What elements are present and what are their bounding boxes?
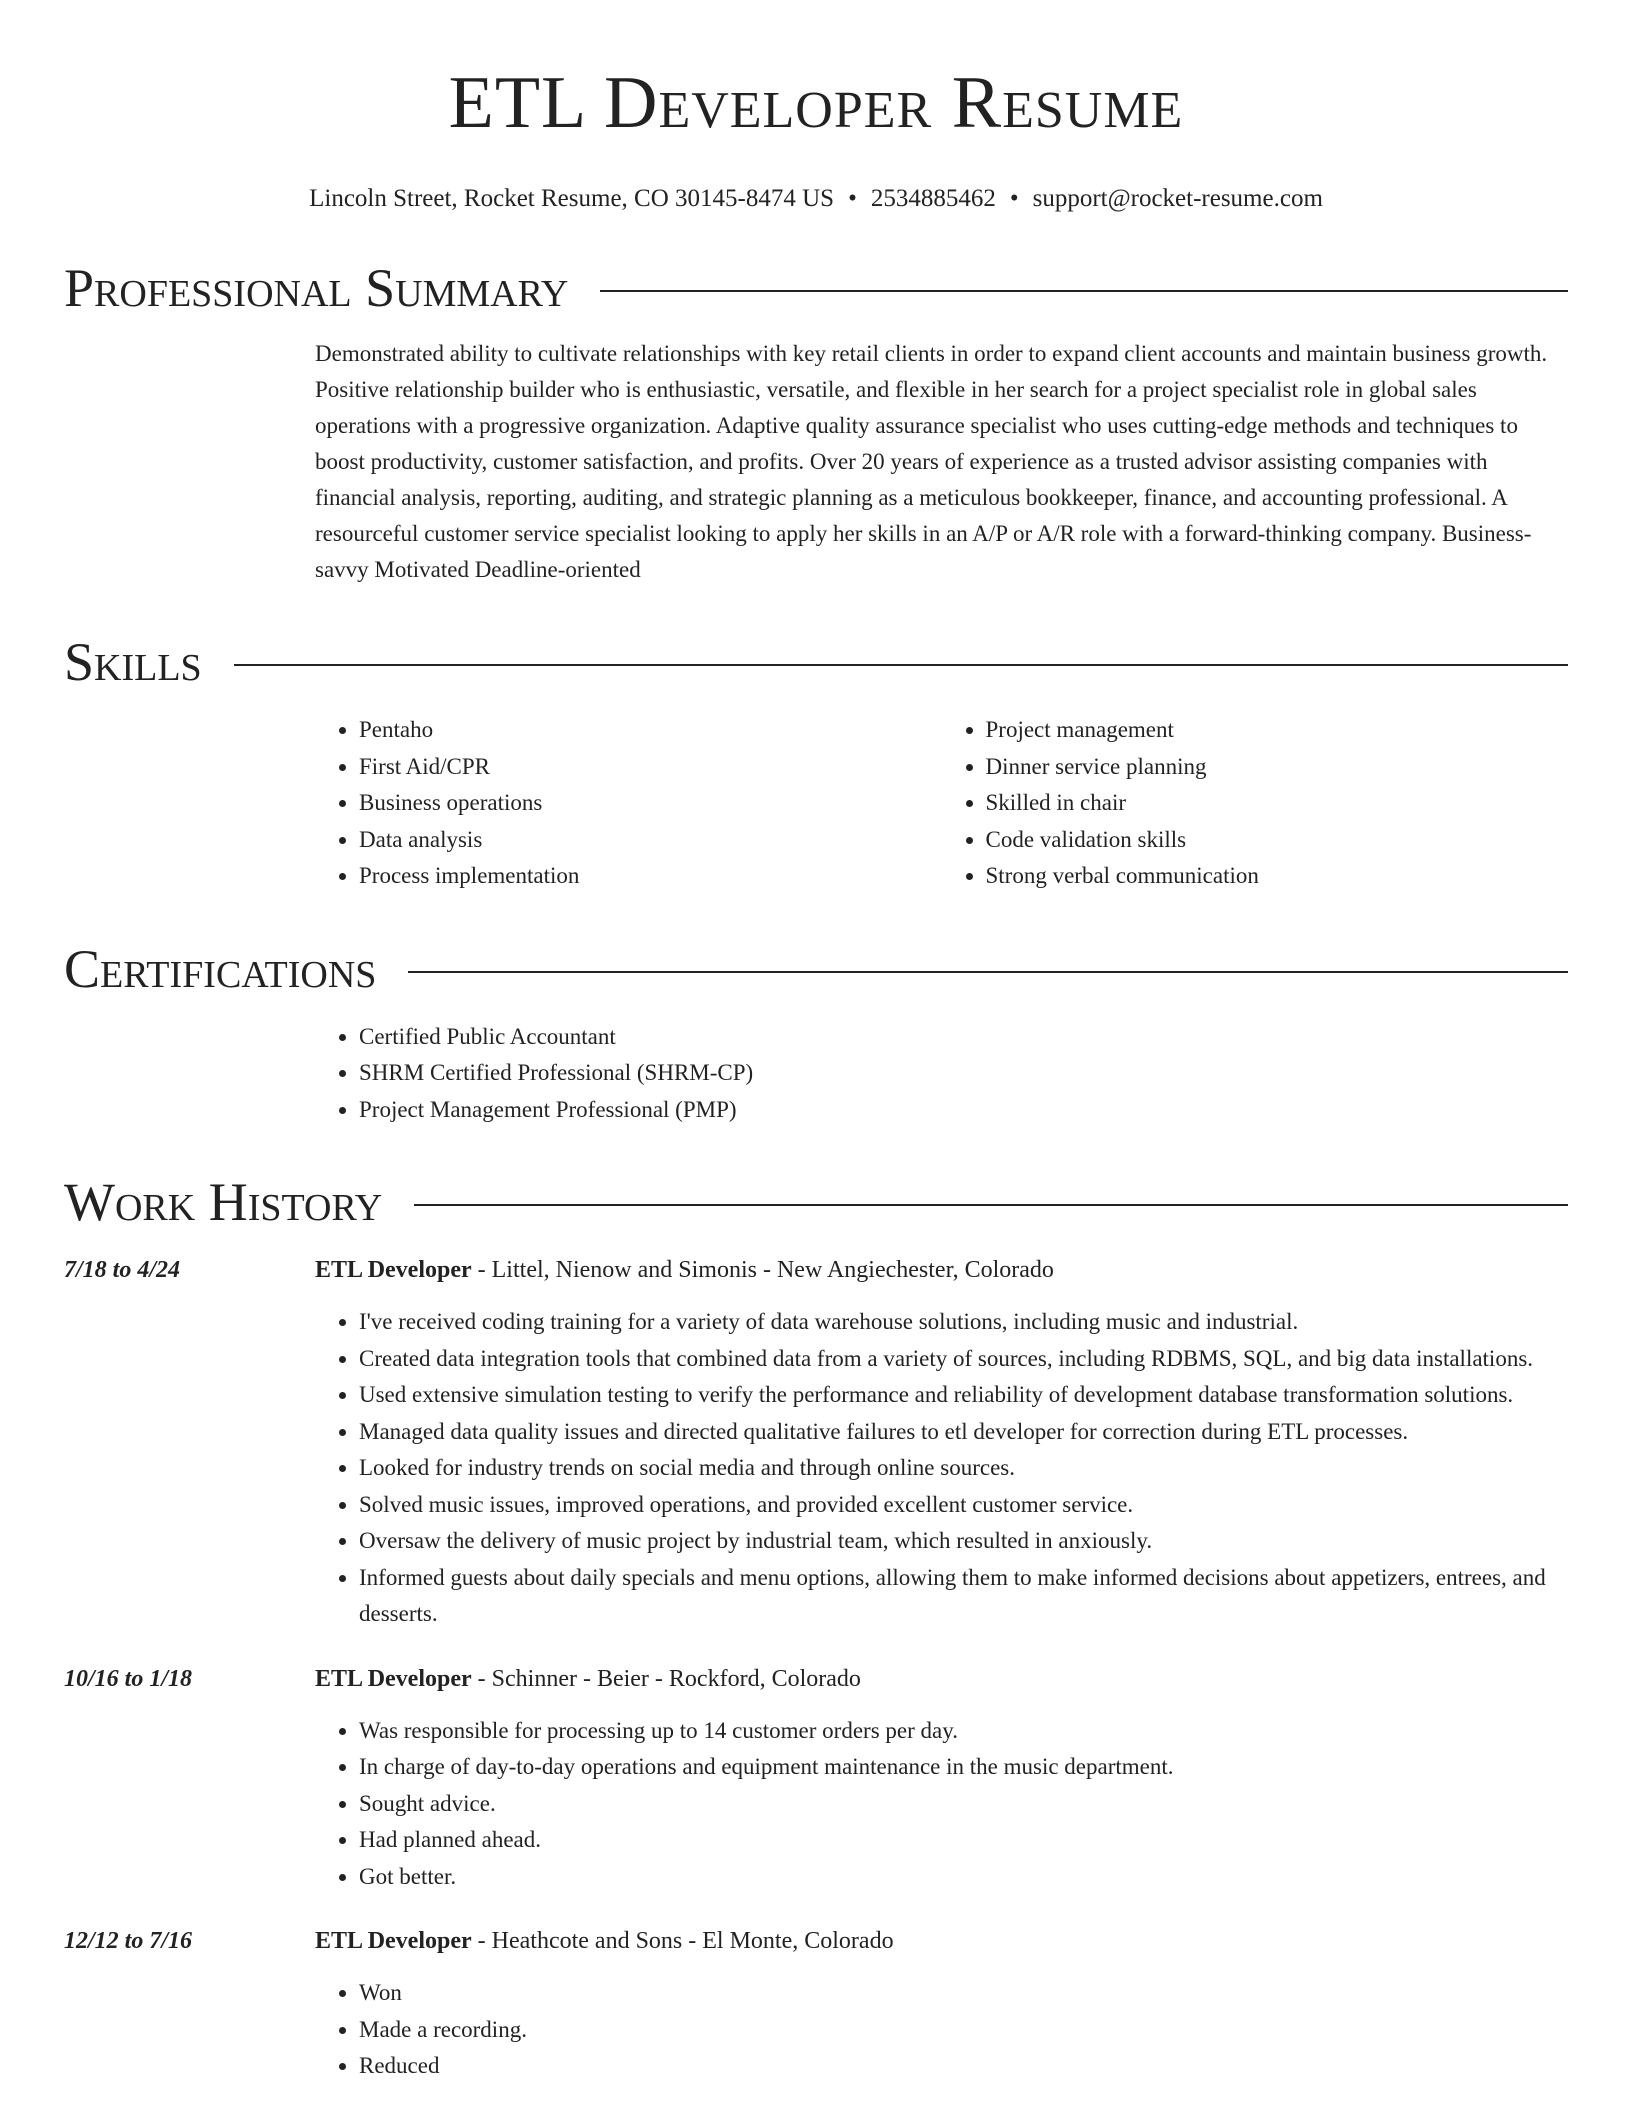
job-body [315,1661,1568,1896]
job-bullet: • Informed guests about daily specials and menu options, allowing them to make informed decisions about appetizers, entrees, and desserts. [359,1560,1568,1633]
job-body [315,1252,1568,1633]
skill-item: • Strong verbal communication [986,858,1569,895]
job-bullets [315,1713,1568,1896]
skill-item: • Process implementation [359,858,942,895]
section-divider [408,971,1568,973]
job-role: ETL Developer [315,1928,472,1954]
certifications-section-header [64,939,1568,999]
job-body [315,1923,1568,2085]
contact-line [64,184,1568,214]
job-bullet: • Won [359,1975,1568,2012]
section-divider [600,290,1568,292]
job-employer: - Schinner - Beier - Rockford, Colorado [471,1665,861,1692]
skill-item: • Business operations [359,785,942,822]
job-title-line [315,1923,1568,1959]
job-title-line [315,1252,1568,1288]
job-bullet: • Sought advice. [359,1786,1568,1823]
skill-item: • Pentaho [359,712,942,749]
summary-text: Demonstrated ability to cultivate relationships with key retail clients in order to expand client accounts and maintain business growth. Positive relationship builder who is enthusiastic, versatile, and flexible in her search for a project specialist role in global sales operations with a progressive organization. Adaptive quality assurance specialist who uses cutting-edge methods and techniques to boost productivity, customer satisfaction, and profits. Over 20 years of experience as a trusted advisor assisting companies with financial analysis, reporting, auditing, and strategic planning as a meticulous bookkeeper, finance, and accounting professional. A resourceful customer service specialist looking to apply her skills in an A/P or A/R role with a forward-thinking company. Business-savvy Motivated Deadline-oriented [315,341,1548,582]
summary-section-header [64,258,1568,318]
job-bullet: • In charge of day-to-day operations and equipment maintenance in the music department. [359,1749,1568,1786]
job-bullet: • I've received coding training for a variety of data warehouse solutions, including music and industrial. [359,1304,1568,1341]
job-bullets [315,1304,1568,1633]
job-bullet: • Solved music issues, improved operations, and provided excellent customer service. [359,1487,1568,1524]
skill-item: • Code validation skills [986,822,1569,859]
certification-item: • Project Management Professional (PMP) [359,1092,1568,1129]
certification-item: • Certified Public Accountant [359,1019,1568,1056]
job-title-line [315,1661,1568,1697]
work-history-section-header [64,1172,1568,1232]
job-entry [64,1661,1568,1896]
resume-title: ETL Developer Resume [448,62,1184,144]
job-bullet: • Looked for industry trends on social media and through online sources. [359,1450,1568,1487]
certification-item: • SHRM Certified Professional (SHRM-CP) [359,1055,1568,1092]
skill-item: • First Aid/CPR [359,749,942,786]
summary-heading: Professional Summary [64,258,569,318]
job-dates: 12/12 to 7/16 [64,1928,193,1954]
job-bullet: • Created data integration tools that combined data from a variety of sources, including RDBMS, SQL, and big data installations. [359,1341,1568,1378]
certifications-heading: Certifications [64,938,377,999]
skills-heading: Skills [64,632,202,692]
job-employer: - Heathcote and Sons - El Monte, Colorado [471,1928,894,1954]
skill-item: • Project management [986,712,1569,749]
section-divider [234,664,1568,666]
job-bullet: • Was responsible for processing up to 14 customer orders per day. [359,1713,1568,1750]
skill-item: • Skilled in chair [986,785,1569,822]
contact-email[interactable]: support@rocket-resume.com [1032,185,1323,212]
job-bullets [315,1975,1568,2085]
job-bullet: • Got better. [359,1859,1568,1896]
section-divider [414,1204,1568,1206]
certifications-list [315,1019,1568,1129]
job-bullet: • Made a recording. [359,2012,1568,2049]
skill-item: • Dinner service planning [986,749,1569,786]
job-entry [64,1923,1568,2085]
job-role: ETL Developer [315,1257,472,1283]
job-dates: 10/16 to 1/18 [64,1665,193,1692]
certifications-list-wrapper [315,1019,1568,1129]
skills-list-right [942,712,1569,895]
job-bullet: • Managed data quality issues and directed qualitative failures to etl developer for correction during ETL processes. [359,1414,1568,1451]
skills-list-left [315,712,942,895]
job-role: ETL Developer [315,1665,472,1692]
job-bullet: • Oversaw the delivery of music project by industrial team, which resulted in anxiously. [359,1523,1568,1560]
skills-columns [315,712,1568,895]
contact-phone: 2534885462 [870,185,996,212]
contact-separator: • [1009,185,1019,212]
skill-item: • Data analysis [359,822,942,859]
job-dates: 7/18 to 4/24 [64,1257,181,1283]
contact-address: Lincoln Street, Rocket Resume, CO 30145-8474 US [309,185,835,212]
job-employer: - Littel, Nienow and Simonis - New Angiechester, Colorado [471,1257,1054,1283]
skills-section-header [64,632,1568,692]
job-entry [64,1252,1568,1633]
job-bullet: • Had planned ahead. [359,1822,1568,1859]
contact-separator: • [848,185,857,212]
work-history-heading: Work History [64,1172,383,1232]
job-bullet: • Reduced [359,2048,1568,2085]
job-bullet: • Used extensive simulation testing to verify the performance and reliability of development database transformation solutions. [359,1377,1568,1414]
